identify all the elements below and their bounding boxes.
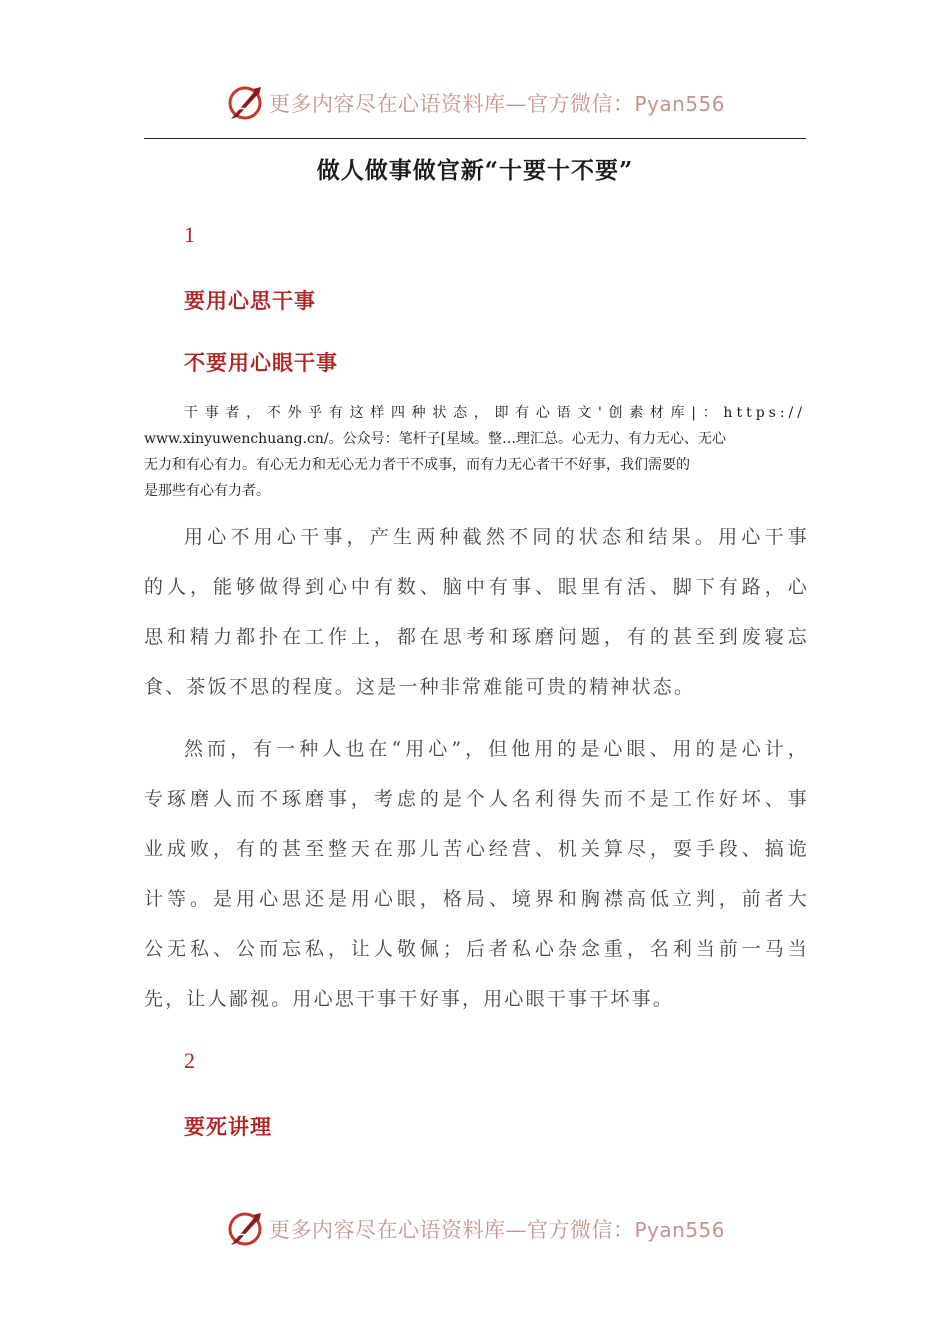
paragraph-line: 业成败，有的甚至整天在那儿苦心经营、机关算尽，耍手段、搞诡 [144,838,809,860]
intro-line: 无力和有心有力。有心无力和无心无力者干不成事，而有力无心者干不好事，我们需要的 [144,457,690,473]
quill-logo-icon [225,83,265,123]
paragraph-line: 然而，有一种人也在“用心”，但他用的是心眼、用的是心计， [184,738,809,760]
paragraph-line: 公无私、公而忘私，让人敬佩；后者私心杂念重，名利当前一马当 [144,938,809,960]
header-banner [0,78,950,128]
body-paragraph-2 [144,724,809,1024]
banner-wechat-id: Pyan556 [634,92,725,116]
section-number-1: 1 [184,222,196,247]
banner-text: 更多内容尽在心语资料库—官方微信：Pyan556 [268,92,725,116]
footer-banner [0,1204,950,1254]
paragraph-line: 计等。是用心思还是用心眼，格局、境界和胸襟高低立判，前者大 [144,888,809,910]
banner-text: 更多内容尽在心语资料库—官方微信：Pyan556 [268,1218,725,1242]
body-paragraph-1 [144,512,809,712]
paragraph-line: 用心不用心干事，产生两种截然不同的状态和结果。用心干事 [184,526,809,548]
paragraph-line: 思和精力都扑在工作上，都在思考和琢磨问题，有的甚至到废寝忘 [144,626,809,648]
intro-paragraph [144,400,806,504]
paragraph-line: 先，让人鄙视。用心思干事干好事，用心眼干事干坏事。 [144,988,675,1010]
intro-line: www.xinyuwenchuang.cn/。公众号：笔杆子[星域。整…理汇总。心无力、有力无心、无心 [144,431,727,447]
quill-logo-icon [225,1209,265,1249]
intro-line: 干事者，不外乎有这样四种状态，即有心语文'创素材库|：https:// [184,405,806,421]
section-heading-2a: 要死讲理 [184,1114,272,1139]
paragraph-line: 专琢磨人而不琢磨事，考虑的是个人名利得失而不是工作好坏、事 [144,788,809,810]
section-heading-1a: 要用心思干事 [184,288,316,313]
intro-line: 是那些有心有力者。 [144,483,270,499]
banner-wechat-id: Pyan556 [634,1218,725,1242]
section-number-2: 2 [184,1048,196,1073]
header-divider [144,138,806,139]
paragraph-line: 食、茶饭不思的程度。这是一种非常难能可贵的精神状态。 [144,676,696,698]
section-heading-1b: 不要用心眼干事 [184,350,338,375]
paragraph-line: 的人，能够做得到心中有数、脑中有事、眼里有活、脚下有路，心 [144,576,809,598]
document-title: 做人做事做官新“十要十不要” [316,157,634,184]
